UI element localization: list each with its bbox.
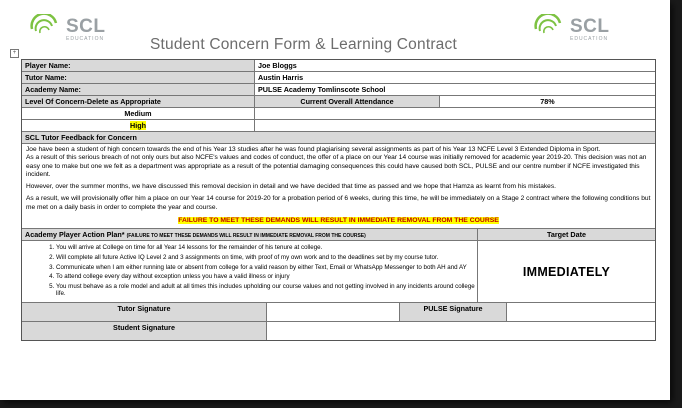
level-of-concern-label: Level Of Concern-Delete as Appropriate bbox=[22, 96, 255, 107]
attendance-value[interactable]: 78% bbox=[540, 97, 555, 106]
empty-cell bbox=[255, 120, 655, 131]
level-high-row bbox=[22, 120, 655, 132]
action-plan-item: 2. Will complete all future Active IQ Level 2 and 3 assignments on time, with proof of my own work and to the deadlines set by my course tutor. bbox=[56, 254, 477, 262]
signature-row-1 bbox=[22, 303, 655, 322]
removal-warning-text: FAILURE TO MEET THESE DEMANDS WILL RESULT IN IMMEDIATE REMOVAL FROM THE COURSE bbox=[178, 217, 499, 225]
academy-name-value[interactable]: PULSE Academy Tomlinscote School bbox=[258, 85, 386, 94]
feedback-paragraph: As a result, we will provisionally offer him a place on our Year 14 course for 2019-20 for a probation period of 6 weeks, during this time, he will be immediately on a Stage 2 contract where the following conditions but me met on a daily basis in order to complete the year and course. bbox=[26, 195, 651, 211]
tutor-signature-label: Tutor Signature bbox=[22, 303, 267, 321]
signature-row-2 bbox=[22, 322, 655, 340]
feedback-body-row bbox=[22, 144, 655, 229]
empty-cell bbox=[255, 108, 655, 119]
target-date-value[interactable]: IMMEDIATELY bbox=[522, 264, 611, 279]
form-title: Student Concern Form & Learning Contract bbox=[150, 36, 457, 53]
player-name-row bbox=[22, 60, 655, 72]
level-attendance-row bbox=[22, 96, 655, 108]
table-move-handle-icon[interactable]: + bbox=[10, 49, 19, 58]
attendance-label: Current Overall Attendance bbox=[255, 96, 440, 107]
logo-subtitle: EDUCATION bbox=[570, 35, 609, 42]
target-date-label: Target Date bbox=[478, 229, 655, 241]
logo-name: SCL bbox=[570, 15, 610, 37]
tutor-name-value[interactable]: Austin Harris bbox=[258, 73, 304, 82]
action-plan-item: 3. Communicate when I am either running late or absent from college for a valid reason by either Text, Email or WhatsApp Messenger to both AH and AY bbox=[56, 264, 477, 272]
feedback-heading-row bbox=[22, 132, 655, 144]
level-medium-row bbox=[22, 108, 655, 120]
player-name-label: Player Name: bbox=[22, 60, 255, 71]
tutor-name-row bbox=[22, 72, 655, 84]
action-plan-heading: Academy Player Action Plan* bbox=[25, 230, 125, 240]
student-signature-field[interactable] bbox=[267, 322, 655, 340]
concern-form-table bbox=[21, 59, 656, 341]
student-signature-label: Student Signature bbox=[22, 322, 267, 340]
pulse-signature-label: PULSE Signature bbox=[400, 303, 507, 321]
feedback-heading: SCL Tutor Feedback for Concern bbox=[22, 132, 655, 143]
logo-subtitle: EDUCATION bbox=[66, 35, 105, 42]
academy-name-label: Academy Name: bbox=[22, 84, 255, 95]
action-plan-row bbox=[22, 229, 655, 303]
scl-logo-right bbox=[532, 14, 610, 44]
feedback-paragraph: However, over the summer months, we have discussed this removal decision in detail and we have decided that time as passed and we hope that Hamza as learnt from his mistakes. bbox=[26, 183, 556, 191]
logo-name: SCL bbox=[66, 15, 106, 37]
tutor-name-label: Tutor Name: bbox=[22, 72, 255, 83]
academy-name-row bbox=[22, 84, 655, 96]
level-high-option[interactable]: High bbox=[130, 121, 146, 130]
scl-logo-left bbox=[28, 14, 106, 44]
removal-warning bbox=[26, 216, 651, 226]
tutor-signature-field[interactable] bbox=[267, 303, 400, 321]
scl-logo-icon bbox=[532, 14, 566, 44]
target-date-section bbox=[478, 229, 655, 302]
action-plan-list[interactable] bbox=[22, 241, 477, 302]
action-plan-section bbox=[22, 229, 478, 302]
feedback-body[interactable] bbox=[22, 144, 655, 228]
action-plan-item: 4. To attend college every day without exception unless you have a valid illness or injury bbox=[56, 273, 477, 281]
action-plan-item: 5. You must behave as a role model and adult at all times this includes upholding our course values and not getting involved in any incidents around college life. bbox=[56, 283, 477, 298]
level-medium-option[interactable]: Medium bbox=[22, 108, 255, 119]
scl-logo-icon bbox=[28, 14, 62, 44]
action-plan-header bbox=[22, 229, 477, 241]
action-plan-item: 1. You will arrive at College on time for all Year 14 lessons for the remainder of his tenure at college. bbox=[56, 244, 477, 252]
feedback-paragraph: Joe have been a student of high concern towards the end of his Year 13 studies after he was found plagiarising several assignments as part of his Year 13 NCFE Level 3 Extended Diploma in Sport. As a result of this serious breach of not only ours but also NCFE's values and codes of conduct, the offer of a place on our Year 14 course was initially removed for academic year 2019-20. This decision was not an easy one to make but one we felt as a department was appropriate as a result of the potential damaging consequences this could have caused both SCL, PULSE and our centre number if NCFE investigated this incident. bbox=[26, 146, 647, 178]
level-high-cell bbox=[22, 120, 255, 131]
pulse-signature-field[interactable] bbox=[507, 303, 655, 321]
action-plan-note: (FAILURE TO MEET THESE DEMANDS WILL RESULT IN IMMEDIATE REMOVAL FROM THE COURSE) bbox=[126, 233, 366, 240]
player-name-value[interactable]: Joe Bloggs bbox=[258, 61, 297, 70]
